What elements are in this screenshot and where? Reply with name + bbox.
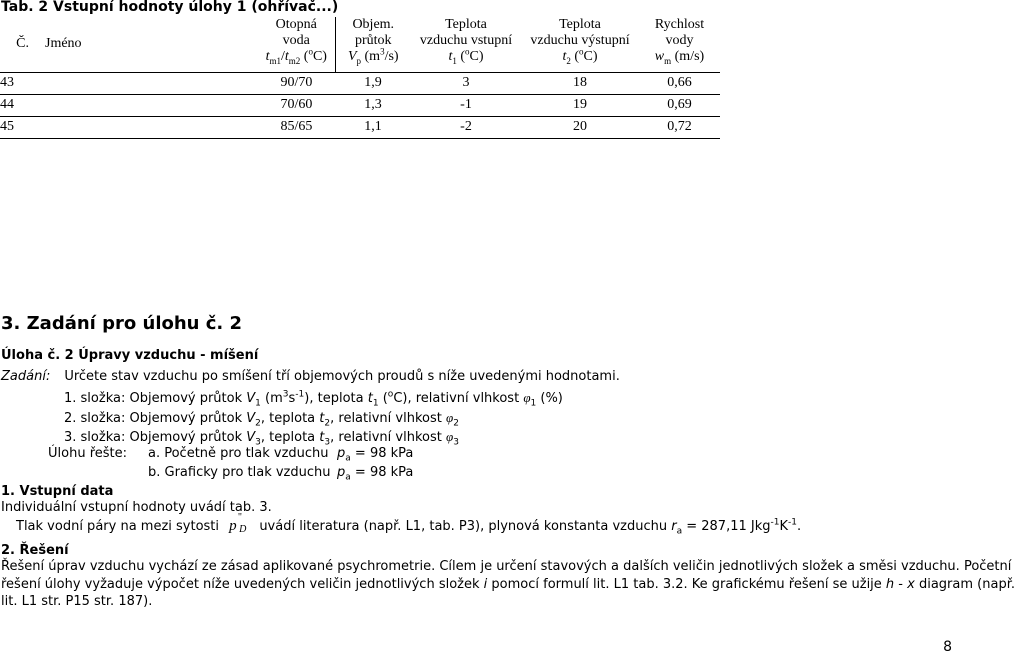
header-rychlost: Rychlost vody $w_m$ (m/s) bbox=[639, 17, 720, 72]
cell-tin: -2 bbox=[411, 116, 521, 138]
cell-objem: 1,9 bbox=[335, 72, 411, 94]
cell-name bbox=[33, 72, 258, 94]
zadani-line: Zadání: Určete stav vzduchu po smíšení tří objemových proudů s níže uvedenými hodnotami. bbox=[1, 369, 620, 384]
header-name: Jméno bbox=[33, 17, 258, 72]
task-a-pressure: $p_a = 98$ kPa bbox=[337, 446, 414, 464]
vstupni-data-text: Individuální vstupní hodnoty uvádí tab. 3. bbox=[1, 500, 272, 515]
table-row bbox=[0, 72, 720, 94]
cell-tout: 18 bbox=[521, 72, 639, 94]
table-header-row bbox=[0, 17, 720, 72]
header-objem: Objem. průtok $V_p$ $(m^3/s)$ bbox=[335, 17, 411, 72]
cell-tout: 19 bbox=[521, 94, 639, 116]
cell-tin: 3 bbox=[411, 72, 521, 94]
reseni-line-3: lit. L1 str. P15 str. 187). bbox=[1, 594, 153, 609]
cell-otopna: 90/70 bbox=[258, 72, 335, 94]
component-2-line: 2. složka: Objemový průtok $V_2$, teplota $t_2$, relativní vlhkost $\varphi_2$ bbox=[64, 410, 459, 429]
reseni-title: 2. Řešení bbox=[1, 543, 69, 558]
uloha-reste-label: Úlohu řešte: bbox=[48, 446, 127, 461]
cell-w: 0,66 bbox=[639, 72, 720, 94]
task-b-text: b. Graficky pro tlak vzduchu bbox=[148, 465, 331, 480]
cell-c: 44 bbox=[0, 94, 33, 116]
component-3-line: 3. složka: Objemový průtok $V_3$, teplota $t_3$, relativní vlhkost $\varphi_3$ bbox=[64, 429, 459, 448]
cell-w: 0,72 bbox=[639, 116, 720, 138]
task-label: Úloha č. 2 Úpravy vzduchu - míšení bbox=[1, 348, 259, 363]
task-a-text: a. Početně pro tlak vzduchu bbox=[148, 446, 329, 461]
cell-tout: 20 bbox=[521, 116, 639, 138]
cell-w: 0,69 bbox=[639, 94, 720, 116]
cell-name bbox=[33, 116, 258, 138]
cell-objem: 1,3 bbox=[335, 94, 411, 116]
header-c: Č. bbox=[0, 17, 33, 72]
cell-c: 45 bbox=[0, 116, 33, 138]
tlak-line: Tlak vodní páry na mezi sytosti p '' D uvádí literatura (např. L1, tab. P3), plynová konstanta vzduchu $r_a = 287,11$ $Jkg^{-1}K^{-1}$. bbox=[16, 512, 802, 537]
vstupni-data-title: 1. Vstupní data bbox=[1, 484, 114, 499]
page-number: 8 bbox=[943, 639, 952, 655]
reseni-line-1: Řešení úprav vzduchu vychází ze zásad aplikované psychrometrie. Cílem je určení stavových a dalších veličin jednotlivých složek a směsi vzduchu. Početní bbox=[1, 559, 1012, 574]
cell-otopna: 70/60 bbox=[258, 94, 335, 116]
cell-tin: -1 bbox=[411, 94, 521, 116]
component-1-line: 1. složka: Objemový průtok $V_1$ $(m^3s^{-1})$, teplota $t_1$ ($^o$C), relativní vlhkost $\varphi_1$ (%) bbox=[64, 389, 563, 409]
pd-symbol: p '' D bbox=[229, 512, 247, 535]
cell-otopna: 85/65 bbox=[258, 116, 335, 138]
cell-c: 43 bbox=[0, 72, 33, 94]
cell-objem: 1,1 bbox=[335, 116, 411, 138]
table-title: Tab. 2 Vstupní hodnoty úlohy 1 (ohřívač...) bbox=[1, 0, 339, 15]
header-teplota-vstupni: Teplota vzduchu vstupní $t_1$ ($^o$C) bbox=[411, 17, 521, 72]
header-otopna: Otopná voda $t_{m1}/t_{m2}$ ($^o$C) bbox=[258, 17, 335, 72]
task-b-pressure: $p_a = 98$ kPa bbox=[337, 465, 414, 483]
table-row bbox=[0, 94, 720, 116]
table-row bbox=[0, 116, 720, 138]
header-teplota-vystupni: Teplota vzduchu výstupní $t_2$ ($^o$C) bbox=[521, 17, 639, 72]
input-values-table bbox=[0, 17, 720, 139]
cell-name bbox=[33, 94, 258, 116]
section-title: 3. Zadání pro úlohu č. 2 bbox=[1, 313, 243, 334]
reseni-line-2: řešení úlohy vyžaduje výpočet níže uvedených veličin jednotlivých složek i pomocí formulí lit. L1 tab. 3.2. Ke grafickému řešení se užije h - x diagram (např. bbox=[1, 577, 1015, 592]
